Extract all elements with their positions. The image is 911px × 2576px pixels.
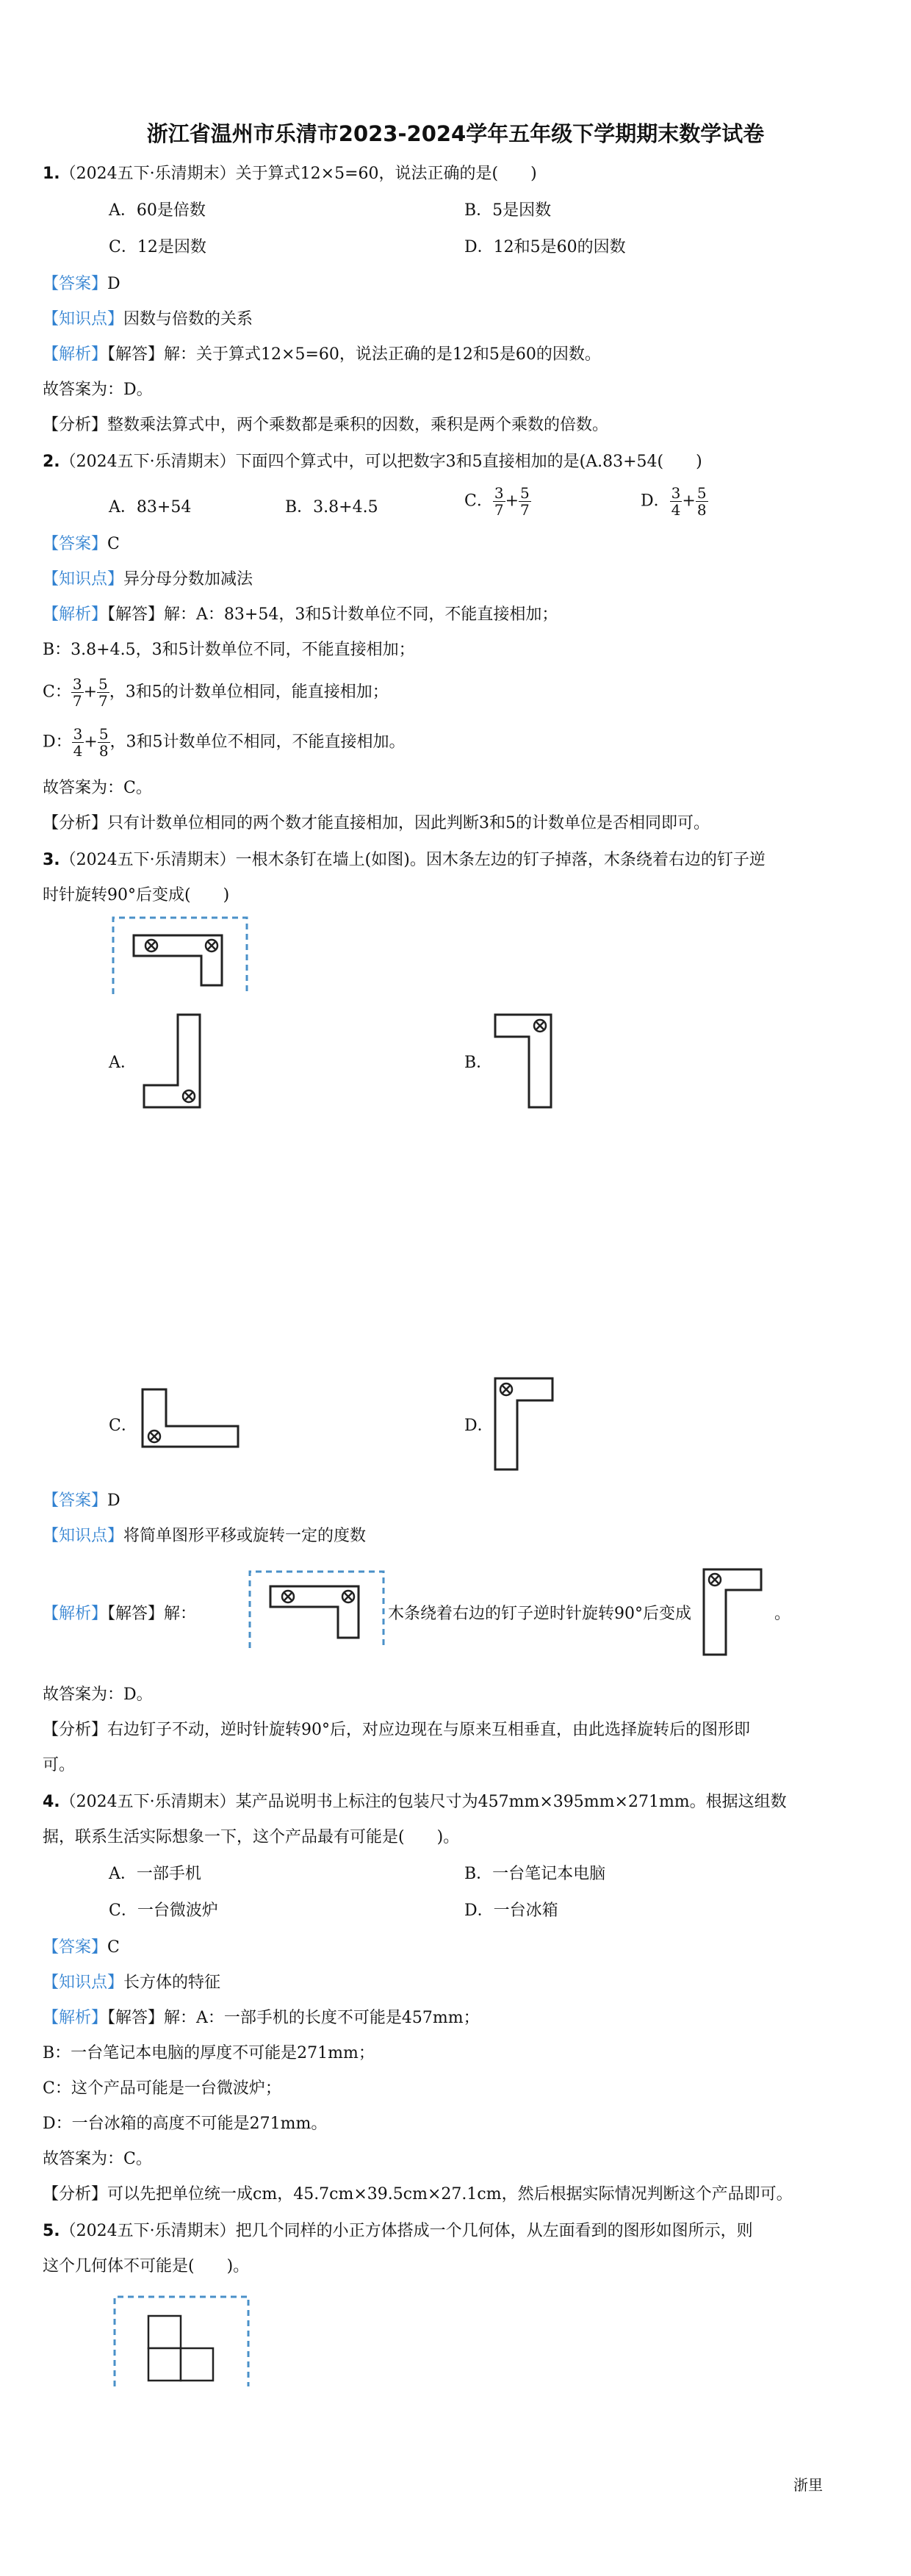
q2-option-b: B．3.8+4.5 — [285, 498, 378, 517]
question-5-stem-line1: 5.（2024五下·乐清期末）把几个同样的小正方体搭成一个几何体，从左面看到的图形如图所示，则 — [43, 2222, 753, 2240]
q2-option-d: D． $\frac{3}{4}$ + $\frac{5}{8}$ — [641, 484, 707, 519]
q3-analysis-mid: 木条绕着右边的钉子逆时针旋转90°后变成 — [388, 1605, 691, 1623]
page-footer: 浙里 — [793, 2476, 823, 2494]
q1-option-b: B．5是因数 — [464, 201, 552, 220]
q4-option-a: A．一部手机 — [109, 1865, 201, 1883]
q4-answer: 【答案】C — [43, 1938, 120, 1957]
q3-option-b-figure — [489, 1010, 563, 1113]
q1-option-c: C．12是因数 — [109, 238, 206, 256]
q1-explanation: 【分析】整数乘法算式中，两个乘数都是乘积的因数，乘积是两个乘数的倍数。 — [43, 416, 609, 434]
nail-icon — [500, 1384, 512, 1395]
q1-answer: 【答案】D — [43, 275, 120, 293]
q3-option-b-label: B． — [464, 1054, 493, 1072]
q1-analysis: 【解析】【解答】解：关于算式12×5=60，说法正确的是12和5是60的因数。 — [43, 345, 601, 364]
nail-icon-left — [282, 1591, 294, 1602]
q3-stick-figure — [110, 915, 250, 996]
q4-analysis-d: D：一台冰箱的高度不可能是271mm。 — [43, 2115, 328, 2133]
q3-conclusion: 故答案为：D。 — [43, 1685, 153, 1704]
q1-option-d: D．12和5是60的因数 — [464, 238, 626, 256]
q3-analysis-original-figure — [247, 1569, 386, 1649]
nail-icon-right — [206, 940, 217, 951]
q2-analysis-b: B：3.8+4.5，3和5计数单位不同，不能直接相加； — [43, 641, 415, 659]
nail-icon — [534, 1020, 546, 1032]
q4-conclusion: 故答案为：C。 — [43, 2150, 152, 2168]
q4-knowledge-point: 【知识点】长方体的特征 — [43, 1974, 221, 1992]
q1-option-a: A．60是倍数 — [109, 201, 206, 220]
q2-option-a: A．83+54 — [109, 498, 192, 517]
nail-icon — [183, 1090, 195, 1102]
q1-conclusion: 故答案为：D。 — [43, 381, 153, 399]
question-2-stem: 2.（2024五下·乐清期末）下面四个算式中，可以把数字3和5直接相加的是(A.83+54( ) — [43, 453, 702, 471]
question-1-stem: 1.（2024五下·乐清期末）关于算式12×5=60，说法正确的是( ) — [43, 165, 537, 183]
question-3-stem-line1: 3.（2024五下·乐清期末）一根木条钉在墙上(如图)。因木条左边的钉子掉落，木条绕着右边的钉子逆 — [43, 851, 766, 869]
q4-explanation: 【分析】可以先把单位统一成cm，45.7cm×39.5cm×27.1cm，然后根据实际情况判断这个产品即可。 — [43, 2185, 793, 2203]
q3-option-d-label: D． — [464, 1417, 494, 1435]
q3-option-c-figure — [140, 1385, 242, 1458]
q4-analysis-c: C：这个产品可能是一台微波炉； — [43, 2079, 281, 2098]
q4-option-c: C．一台微波炉 — [109, 1902, 218, 1920]
q2-option-c: C． $\frac{3}{7}$ + $\frac{5}{7}$ — [464, 484, 530, 519]
q5-left-view-figure — [112, 2294, 251, 2389]
q4-option-d: D．一台冰箱 — [464, 1902, 558, 1920]
nail-icon-left — [145, 940, 157, 951]
q2-analysis-d: D： $\frac{3}{4}$ + $\frac{5}{8}$ ，3和5计数单位不相同，不能直接相加。 — [43, 725, 406, 760]
question-5-stem-line2: 这个几何体不可能是( )。 — [43, 2257, 250, 2275]
nail-icon-right — [342, 1591, 354, 1602]
q3-option-a-figure — [138, 1010, 212, 1113]
q4-analysis-b: B：一台笔记本电脑的厚度不可能是271mm； — [43, 2044, 375, 2062]
question-4-stem-line2: 据，联系生活实际想象一下，这个产品最有可能是( )。 — [43, 1828, 460, 1846]
q2-conclusion: 故答案为：C。 — [43, 779, 152, 797]
q3-option-c-label: C． — [109, 1417, 137, 1435]
q3-knowledge-point: 【知识点】将简单图形平移或旋转一定的度数 — [43, 1527, 367, 1545]
q3-answer: 【答案】D — [43, 1492, 120, 1510]
q2-answer: 【答案】C — [43, 535, 120, 553]
q3-analysis-period: 。 — [774, 1605, 791, 1623]
nail-icon — [148, 1431, 160, 1442]
q3-option-a-label: A． — [109, 1054, 137, 1072]
q4-option-b: B．一台笔记本电脑 — [464, 1865, 606, 1883]
question-3-stem-line2: 时针旋转90°后变成( ) — [43, 886, 230, 904]
page-title: 浙江省温州市乐清市2023-2024学年五年级下学期期末数学试卷 — [146, 121, 765, 146]
q2-explanation: 【分析】只有计数单位相同的两个数才能直接相加，因此判断3和5的计数单位是否相同即可。 — [43, 814, 710, 832]
q3-explanation-line2: 可。 — [43, 1756, 76, 1774]
q4-analysis: 【解析】【解答】解：A：一部手机的长度不可能是457mm； — [43, 2009, 480, 2027]
q2-analysis-c: C： $\frac{3}{7}$ + $\frac{5}{7}$ ，3和5的计数单位相同，能直接相加； — [43, 675, 389, 710]
q2-knowledge-point: 【知识点】异分母分数加减法 — [43, 570, 253, 589]
q1-knowledge-point: 【知识点】因数与倍数的关系 — [43, 310, 253, 328]
q3-analysis-result-figure — [699, 1565, 773, 1661]
q3-option-d-figure — [491, 1374, 564, 1477]
question-4-stem-line1: 4.（2024五下·乐清期末）某产品说明书上标注的包装尺寸为457mm×395mm×271mm。根据这组数 — [43, 1793, 787, 1811]
q3-explanation-line1: 【分析】右边钉子不动，逆时针旋转90°后，对应边现在与原来互相垂直，由此选择旋转后的图形即 — [43, 1721, 751, 1739]
q3-analysis-head: 【解析】【解答】解： — [43, 1605, 197, 1623]
nail-icon — [709, 1574, 721, 1586]
q2-analysis: 【解析】【解答】解：A：83+54，3和5计数单位不同，不能直接相加； — [43, 605, 558, 624]
